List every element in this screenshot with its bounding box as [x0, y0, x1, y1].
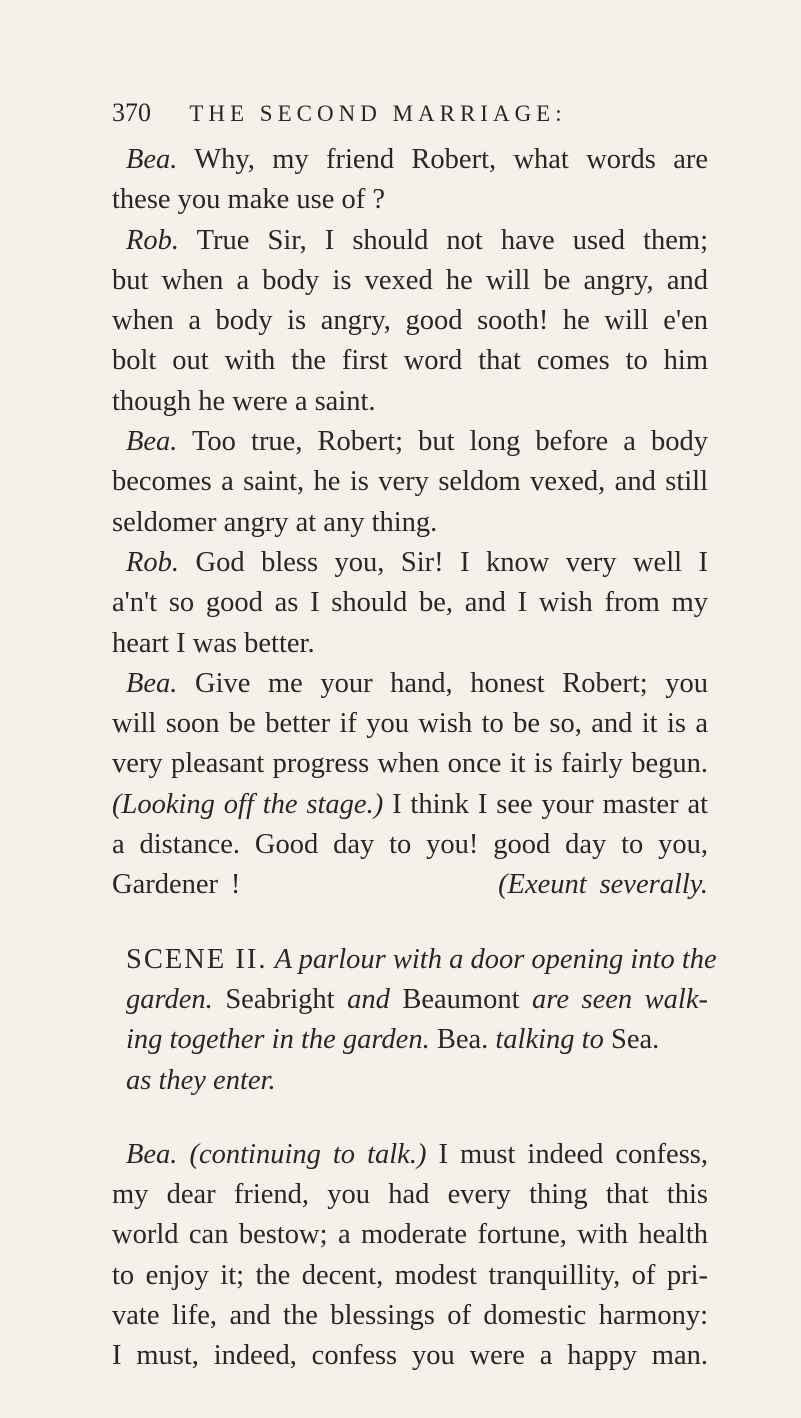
speaker-name: Bea. [126, 667, 178, 699]
stage-direction: are seen walk- [532, 983, 708, 1015]
text-line [112, 1256, 708, 1296]
text-line [112, 382, 708, 422]
text-line [112, 221, 708, 261]
line-text: to enjoy it; the decent, modest tranquillity, of pri- [112, 1259, 708, 1291]
text-line [112, 503, 708, 543]
line-text: Gardener ! [112, 869, 241, 901]
line-text: a'n't so good as I should be, and I wish from my [112, 587, 708, 619]
text-line [112, 1135, 708, 1175]
text-line [112, 825, 708, 865]
line-text: I think I see your master at [383, 788, 709, 820]
line-text: vate life, and the blessings of domestic harmony: [112, 1300, 708, 1332]
section-gap [112, 906, 708, 940]
stage-direction: (continuing to talk.) [189, 1138, 427, 1170]
line-text: I must indeed confess, [426, 1138, 709, 1170]
line-text: God bless you, Sir! I know very well I [179, 546, 708, 578]
speaker-name: Bea. [126, 144, 178, 175]
text-line [112, 543, 708, 583]
line-text: very pleasant progress when once it is fairly begun. [112, 748, 708, 780]
stage-direction: (Looking off the stage.) [112, 788, 384, 820]
text-line [112, 865, 708, 905]
line-text: I must, indeed, confess you were a happy man. [112, 1340, 708, 1372]
line-text: my dear friend, you had every thing that this [112, 1179, 708, 1211]
text-line [112, 664, 708, 704]
text-line [112, 583, 708, 623]
speaker-name: Bea. [126, 426, 178, 458]
text-line [112, 462, 708, 502]
speaker-name: Bea. [126, 1138, 178, 1170]
stage-direction: A parlour with a door opening into the [274, 943, 717, 975]
text-line [112, 940, 717, 980]
line-text: these you make use of ? [112, 184, 386, 216]
text-line [112, 1296, 708, 1336]
line-text: bolt out with the first word that comes to him [112, 345, 708, 377]
line-text: becomes a saint, he is very seldom vexed, and still [112, 466, 708, 498]
stage-direction: ing together in the garden. [126, 1024, 430, 1056]
line-text: Why, my friend Robert, what words are [177, 144, 708, 175]
line-text: though he were a saint. [112, 385, 376, 417]
text-line [112, 1175, 708, 1215]
stage-direction: garden. [126, 983, 213, 1015]
text-line [112, 180, 708, 220]
speaker-name: Rob. [126, 546, 180, 578]
text-line [112, 422, 708, 462]
line-text: Seabright [212, 983, 348, 1015]
running-title: THE SECOND MARRIAGE: [189, 101, 567, 126]
line-text [240, 869, 498, 900]
text-line [112, 1215, 708, 1255]
line-text: a distance. Good day to you! good day to you, [112, 829, 708, 861]
running-header [112, 98, 702, 128]
line-text: world can bestow; a moderate fortune, with health [112, 1219, 708, 1251]
line-text: heart I was better. [112, 627, 315, 659]
text-line [112, 341, 708, 381]
text-line [112, 744, 708, 784]
line-text: seldomer angry at any thing. [112, 506, 438, 538]
text-line [112, 140, 708, 180]
text-line [112, 261, 708, 301]
text-line [112, 301, 708, 341]
section-gap [112, 1101, 708, 1135]
page-number: 370 [112, 98, 151, 127]
line-text: Too true, Robert; but long before a body [177, 426, 708, 458]
line-text: will soon be better if you wish to be so, and it is a [112, 708, 708, 740]
stage-direction: talking to [495, 1024, 604, 1056]
line-text: when a body is angry, good sooth! he will e'en [112, 305, 708, 337]
line-text [177, 1139, 189, 1170]
line-text: Sea. [603, 1024, 660, 1056]
line-text: Give me your hand, honest Robert; you [177, 667, 708, 699]
line-text: Bea. [429, 1024, 496, 1056]
text-line [112, 624, 708, 664]
text-line [112, 980, 708, 1020]
line-text: but when a body is vexed he will be angry, and [112, 264, 708, 296]
stage-direction: (Exeunt severally. [498, 869, 708, 901]
text-line [112, 785, 708, 825]
text-line [112, 1061, 708, 1101]
text-line [112, 704, 708, 744]
line-text [268, 944, 275, 975]
stage-direction: and [347, 983, 390, 1015]
text-line [112, 1336, 708, 1376]
scene-heading: SCENE II. [126, 943, 268, 975]
text-line [112, 1020, 708, 1060]
stage-direction: as they enter. [126, 1064, 276, 1096]
page-body-text [112, 140, 717, 1377]
line-text: True Sir, I should not have used them; [179, 224, 708, 256]
line-text: Beaumont [389, 983, 533, 1015]
speaker-name: Rob. [126, 224, 180, 256]
